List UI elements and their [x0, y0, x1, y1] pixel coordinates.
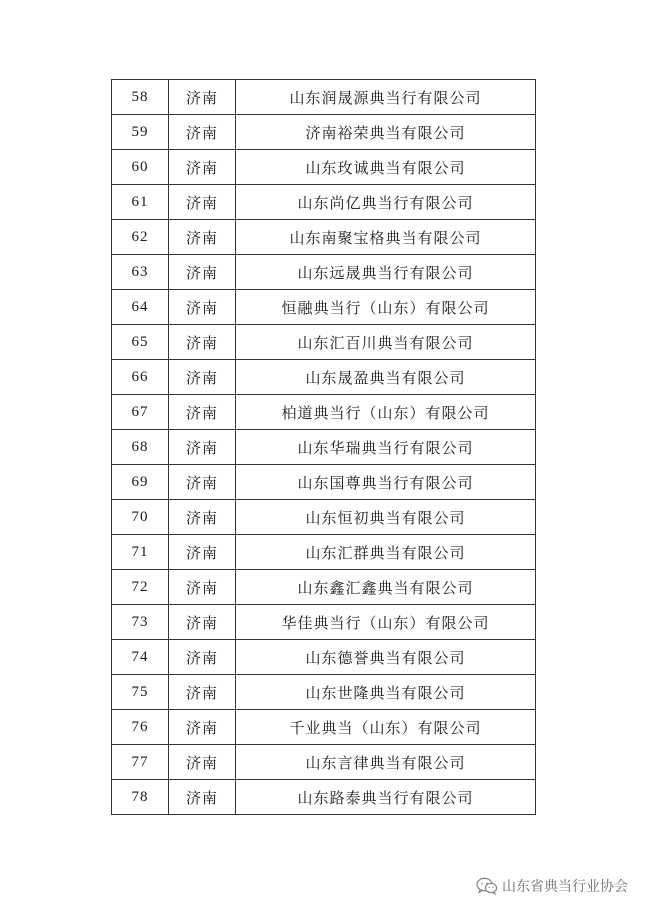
- row-number: 72: [112, 570, 169, 605]
- row-number: 58: [112, 80, 169, 115]
- table-row: [112, 290, 536, 325]
- row-company-name: 山东世隆典当有限公司: [236, 675, 536, 710]
- row-company-name: 山东润晟源典当行有限公司: [236, 80, 536, 115]
- row-company-name: 山东恒初典当有限公司: [236, 500, 536, 535]
- row-city: 济南: [169, 675, 236, 710]
- company-table: [111, 79, 536, 815]
- row-city: 济南: [169, 570, 236, 605]
- row-number: 68: [112, 430, 169, 465]
- row-city: 济南: [169, 255, 236, 290]
- table-row: [112, 640, 536, 675]
- row-company-name: 山东汇百川典当有限公司: [236, 325, 536, 360]
- row-company-name: 山东鑫汇鑫典当有限公司: [236, 570, 536, 605]
- row-number: 64: [112, 290, 169, 325]
- watermark-text: 山东省典当行业协会: [502, 879, 628, 895]
- row-company-name: 山东德誉典当有限公司: [236, 640, 536, 675]
- row-city: 济南: [169, 605, 236, 640]
- row-company-name: 山东路泰典当行有限公司: [236, 780, 536, 815]
- row-company-name: 山东南聚宝格典当有限公司: [236, 220, 536, 255]
- row-city: 济南: [169, 115, 236, 150]
- row-city: 济南: [169, 640, 236, 675]
- row-number: 78: [112, 780, 169, 815]
- row-number: 75: [112, 675, 169, 710]
- row-city: 济南: [169, 80, 236, 115]
- table-row: [112, 360, 536, 395]
- row-company-name: 山东晟盈典当有限公司: [236, 360, 536, 395]
- row-number: 61: [112, 185, 169, 220]
- row-company-name: 山东尚亿典当行有限公司: [236, 185, 536, 220]
- row-number: 73: [112, 605, 169, 640]
- row-company-name: 山东玫诚典当有限公司: [236, 150, 536, 185]
- table-row: [112, 570, 536, 605]
- table-row: [112, 185, 536, 220]
- row-number: 74: [112, 640, 169, 675]
- row-number: 77: [112, 745, 169, 780]
- table-row: [112, 80, 536, 115]
- table-row: [112, 465, 536, 500]
- row-city: 济南: [169, 710, 236, 745]
- row-city: 济南: [169, 395, 236, 430]
- row-number: 63: [112, 255, 169, 290]
- row-number: 60: [112, 150, 169, 185]
- row-company-name: 千业典当（山东）有限公司: [236, 710, 536, 745]
- row-city: 济南: [169, 150, 236, 185]
- row-number: 62: [112, 220, 169, 255]
- row-city: 济南: [169, 290, 236, 325]
- row-number: 65: [112, 325, 169, 360]
- row-number: 66: [112, 360, 169, 395]
- table-row: [112, 150, 536, 185]
- table-row: [112, 535, 536, 570]
- row-city: 济南: [169, 745, 236, 780]
- table-row: [112, 780, 536, 815]
- watermark-footer: [476, 876, 628, 896]
- table-row: [112, 325, 536, 360]
- row-city: 济南: [169, 430, 236, 465]
- row-number: 69: [112, 465, 169, 500]
- table-row: [112, 675, 536, 710]
- row-number: 67: [112, 395, 169, 430]
- row-company-name: 恒融典当行（山东）有限公司: [236, 290, 536, 325]
- row-company-name: 山东华瑞典当行有限公司: [236, 430, 536, 465]
- row-city: 济南: [169, 220, 236, 255]
- table-row: [112, 605, 536, 640]
- row-company-name: 山东言律典当有限公司: [236, 745, 536, 780]
- table-row: [112, 500, 536, 535]
- wechat-icon: [476, 877, 498, 895]
- row-city: 济南: [169, 500, 236, 535]
- table-row: [112, 745, 536, 780]
- table-row: [112, 710, 536, 745]
- row-company-name: 山东远晟典当行有限公司: [236, 255, 536, 290]
- row-number: 71: [112, 535, 169, 570]
- row-city: 济南: [169, 465, 236, 500]
- row-city: 济南: [169, 360, 236, 395]
- row-company-name: 华佳典当行（山东）有限公司: [236, 605, 536, 640]
- table-row: [112, 115, 536, 150]
- row-number: 76: [112, 710, 169, 745]
- table-body: [112, 80, 536, 815]
- table-row: [112, 220, 536, 255]
- table-row: [112, 395, 536, 430]
- row-city: 济南: [169, 325, 236, 360]
- row-city: 济南: [169, 185, 236, 220]
- row-city: 济南: [169, 780, 236, 815]
- row-company-name: 柏道典当行（山东）有限公司: [236, 395, 536, 430]
- row-company-name: 山东国尊典当行有限公司: [236, 465, 536, 500]
- row-number: 59: [112, 115, 169, 150]
- row-number: 70: [112, 500, 169, 535]
- row-company-name: 济南裕荣典当有限公司: [236, 115, 536, 150]
- row-company-name: 山东汇群典当有限公司: [236, 535, 536, 570]
- table-row: [112, 255, 536, 290]
- table-row: [112, 430, 536, 465]
- row-city: 济南: [169, 535, 236, 570]
